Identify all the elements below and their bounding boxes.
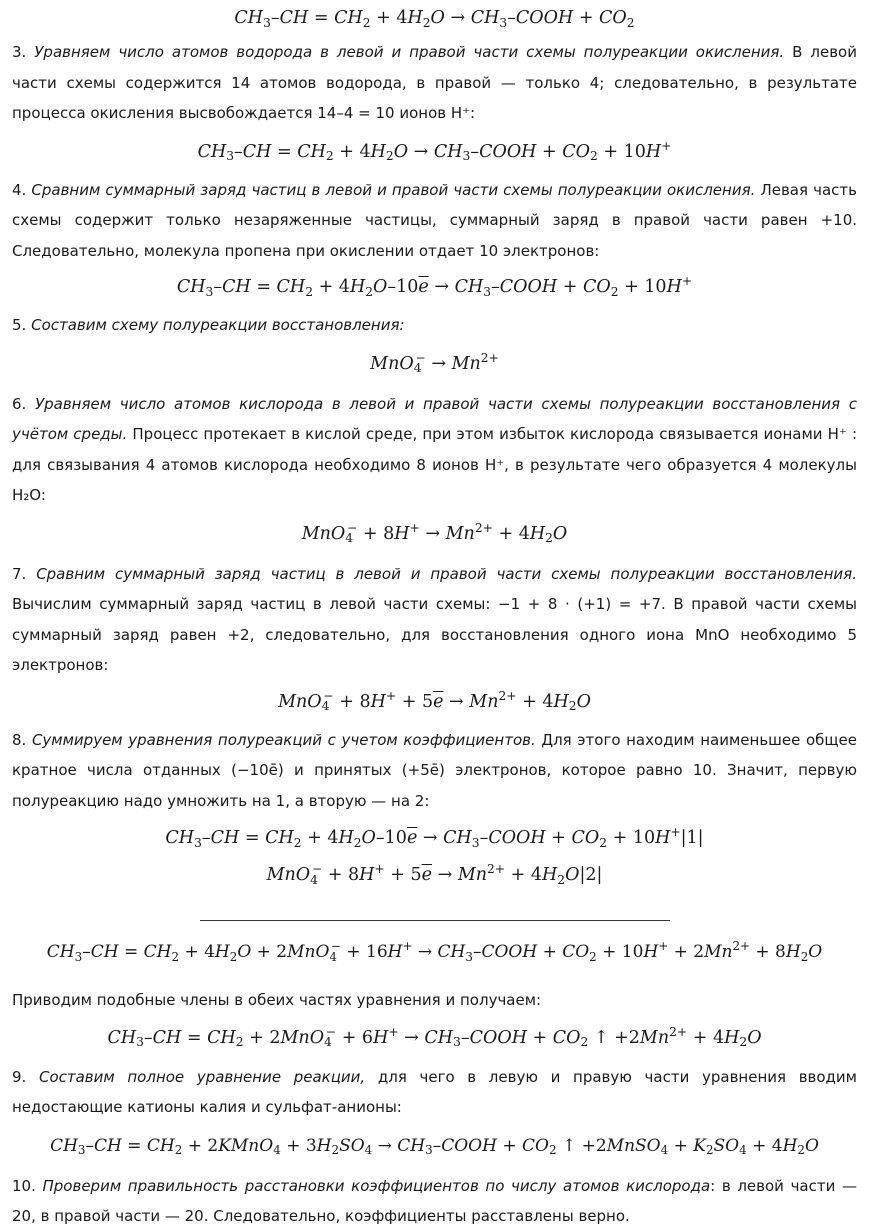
step-body: Для этого находим наименьшее общее кратное числа отданных (−10ē) и принятых (+5ē) электронов, которое равно 10. Значит, первую полуреакцию надо умножить на 1, а вторую — на 2: — [12, 730, 857, 810]
combine-note: Приводим подобные члены в обеих частях уравнения и получаем: — [12, 991, 542, 1009]
step-10 — [12, 1171, 857, 1232]
step-title: Проверим правильность расстановки коэффициентов по числу атомов кислорода — [42, 1176, 711, 1195]
equation-step-8-final: $CH_3-CH = CH_2 + 2MnO_4^- + 6H^+$ → $CH_3$–COOH + $CO_2$ ↑ $+2Mn^{2+} + 4H_2O$ — [107, 1024, 762, 1050]
step-title: Составим схему полуреакции восстановления: — [31, 316, 405, 334]
step-9 — [12, 1062, 857, 1123]
equation-step-9: $CH_3-CH = CH_2$ + 2KMnO$_4$ + $3H_2SO_4$ → $CH_3$–COOH + $CO_2$ ↑ +2MnSO$_4$ + $K_2SO_4 + 4H_2O$ — [50, 1135, 819, 1158]
equation-step-8-reduction: $MnO_4^- + 8H^+ + 5\overline{e} \to Mn^{2+} + 4H_2O|2|$ — [266, 862, 603, 887]
step-title: Уравняем число атомов водорода в левой и правой части схемы полуреакции окисления. — [34, 43, 793, 61]
step-3 — [12, 37, 857, 129]
equation-step-4: $CH_3-CH = CH_2 + 4H_2O-10\overline{e}$ → $CH_3$–COOH + $CO_2 + 10H^+$ — [176, 274, 693, 299]
step-title: Суммируем уравнения полуреакций с учетом коэффициентов. — [31, 730, 542, 749]
step-number: 8. — [12, 730, 32, 749]
step-number: 5. — [12, 316, 32, 334]
equation-step-8-oxidation: $CH_3-CH = CH_2 + 4H_2O-10\overline{e}$ → $CH_3$–COOH + $CO_2 + 10H^+|1|$ — [165, 825, 704, 850]
step-number: 10. — [12, 1176, 43, 1195]
step-7 — [12, 559, 857, 681]
step-number: 3. — [12, 43, 35, 61]
step-number: 6. — [12, 394, 35, 413]
step-body: Вычислим суммарный заряд частиц в левой части схемы: −1 + 8 · (+1) = +7. В правой части схемы суммарный заряд равен +2, следовательно, для восстановления одного иона MnO необходимо 5 электронов: — [12, 595, 857, 674]
step-number: 9. — [12, 1067, 39, 1086]
step-title: Составим полное уравнение реакции, — [38, 1067, 378, 1086]
equation-step-5: $MnO_4^- \to Mn^{2+}$ — [370, 350, 499, 376]
step-body: : в левой части — 20, в правой части — 20. Следовательно, коэффициенты расставлены верно. — [12, 1176, 857, 1225]
equation-step-3: $CH_3-CH = CH_2 + 4H_2O$ → $CH_3$–COOH + $CO_2 + 10H^+$ — [197, 138, 672, 164]
step-title: Сравним суммарный заряд частиц в левой и правой части схемы полуреакции восстановления. — [36, 564, 857, 583]
step-body: В левой части схемы содержится 14 атомов водорода, в правой — только 4; следовательно, в результате процесса окисления высвобождается 14–4 = 10 ионов H⁺: — [12, 43, 857, 122]
step-5 — [12, 310, 857, 341]
step-title: Сравним суммарный заряд частиц в левой и правой части схемы полуреакции окисления. — [31, 180, 761, 199]
step-6 — [12, 389, 857, 511]
step-number: 7. — [12, 564, 37, 583]
step-title: Уравняем число атомов кислорода в левой и правой части схемы полуреакции восстановления с учётом среды. — [12, 394, 857, 443]
step-4 — [12, 175, 857, 267]
equation-step-8-sum: $CH_3-CH = CH_2 + 4H_2O + 2MnO_4^- + 16H^+$ → $CH_3$–COOH + $CO_2 + 10H^+ + 2Mn^{2+} + 8H_2O$ — [46, 939, 823, 964]
step-8 — [12, 725, 857, 817]
step-body: Левая часть схемы содержит только незаряженные частицы, суммарный заряд в правой части равен +10. Следовательно, молекула пропена при окислении отдает 10 электронов: — [12, 180, 857, 260]
step-body: Процесс протекает в кислой среде, при этом избыток кислорода связывается ионами H⁺ : для связывания 4 атомов кислорода необходимо 8 ионов H⁺, в результате чего образуется 4 молекулы H₂O: — [12, 425, 857, 504]
step-body: для чего в левую и правую части уравнения вводим недостающие катионы калия и сульфат-анионы: — [12, 1067, 857, 1116]
equation-step-6: $MnO_4^- + 8H^+ \to Mn^{2+} + 4H_2O$ — [301, 520, 568, 546]
equation-initial: $CH_3-CH = CH_2 + 4H_2O$ → $CH_3$–COOH + $CO_2$ — [234, 8, 635, 30]
equation-step-7: $MnO_4^- + 8H^+ + 5\overline{e} \to Mn^{2+} + 4H_2O$ — [278, 688, 591, 714]
step-number: 4. — [12, 180, 32, 199]
